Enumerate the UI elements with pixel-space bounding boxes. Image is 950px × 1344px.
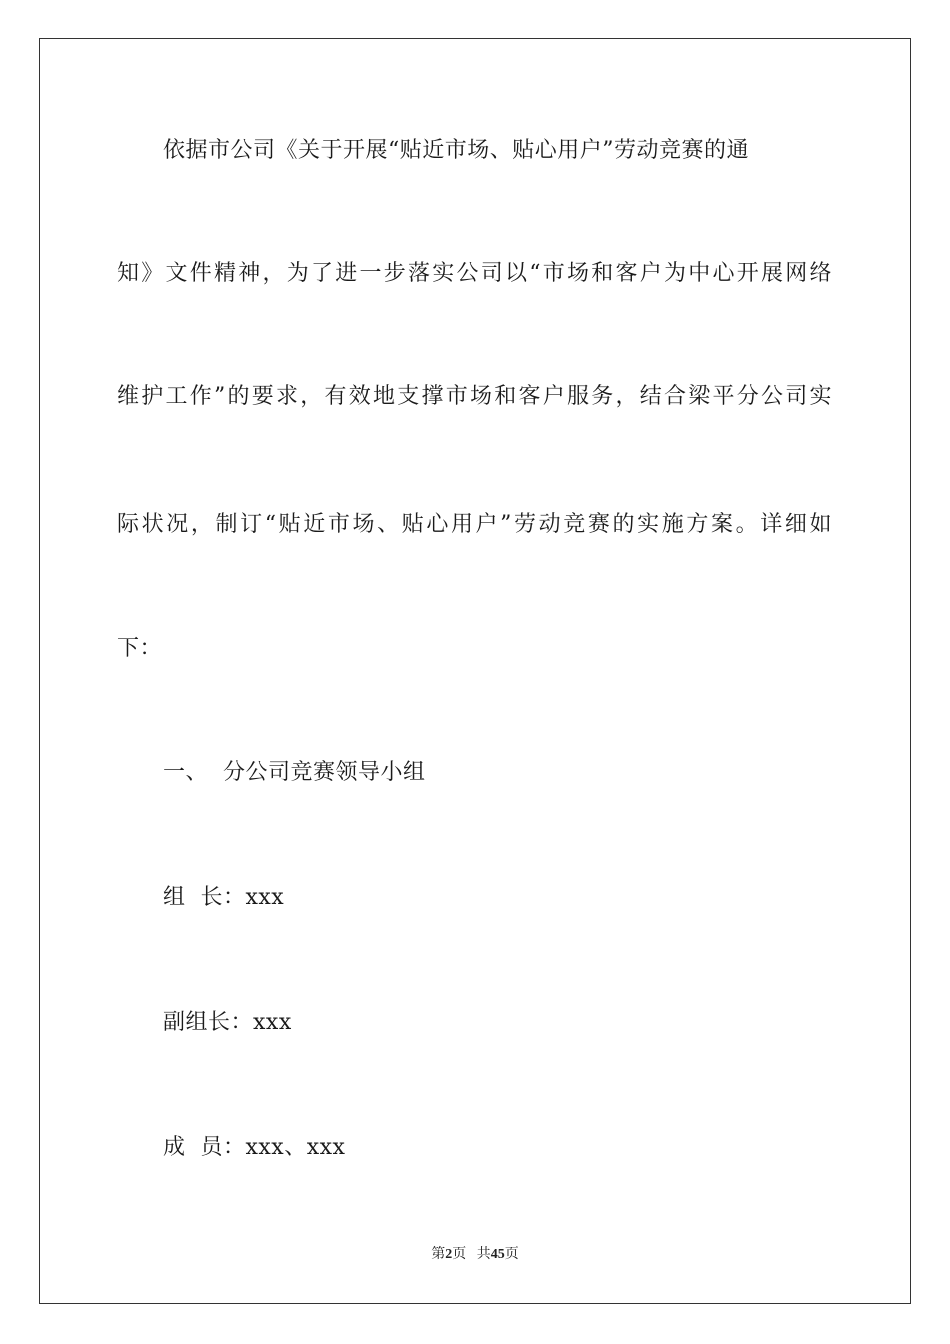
paragraph-line-3: 维护工作”的要求，有效地支撑市场和客户服务，结合梁平分公司实	[117, 384, 832, 409]
section-heading: 一、 分公司竞赛领导小组	[163, 760, 426, 785]
paragraph-line-2: 知》文件精神，为了进一步落实公司以“市场和客户为中心开展网络	[117, 261, 832, 286]
role-members: 成 员：xxx、xxx	[163, 1135, 346, 1160]
role-leader: 组 长：xxx	[163, 885, 285, 910]
footer-total-pages: 45	[490, 1247, 505, 1262]
page-frame	[39, 38, 911, 1304]
footer-total-suffix: 页	[504, 1247, 519, 1262]
footer-page-number: 2	[445, 1247, 453, 1262]
page-footer	[0, 1246, 950, 1264]
footer-page-suffix: 页	[452, 1247, 467, 1262]
paragraph-line-5: 下：	[117, 636, 163, 661]
role-deputy-leader: 副组长：xxx	[163, 1010, 292, 1035]
footer-total-prefix: 共	[476, 1247, 491, 1262]
paragraph-line-4: 际状况，制订“贴近市场、贴心用户”劳动竞赛的实施方案。详细如	[117, 512, 832, 537]
footer-prefix: 第	[431, 1247, 446, 1262]
paragraph-line-1: 依据市公司《关于开展“贴近市场、贴心用户”劳动竞赛的通	[163, 138, 749, 163]
